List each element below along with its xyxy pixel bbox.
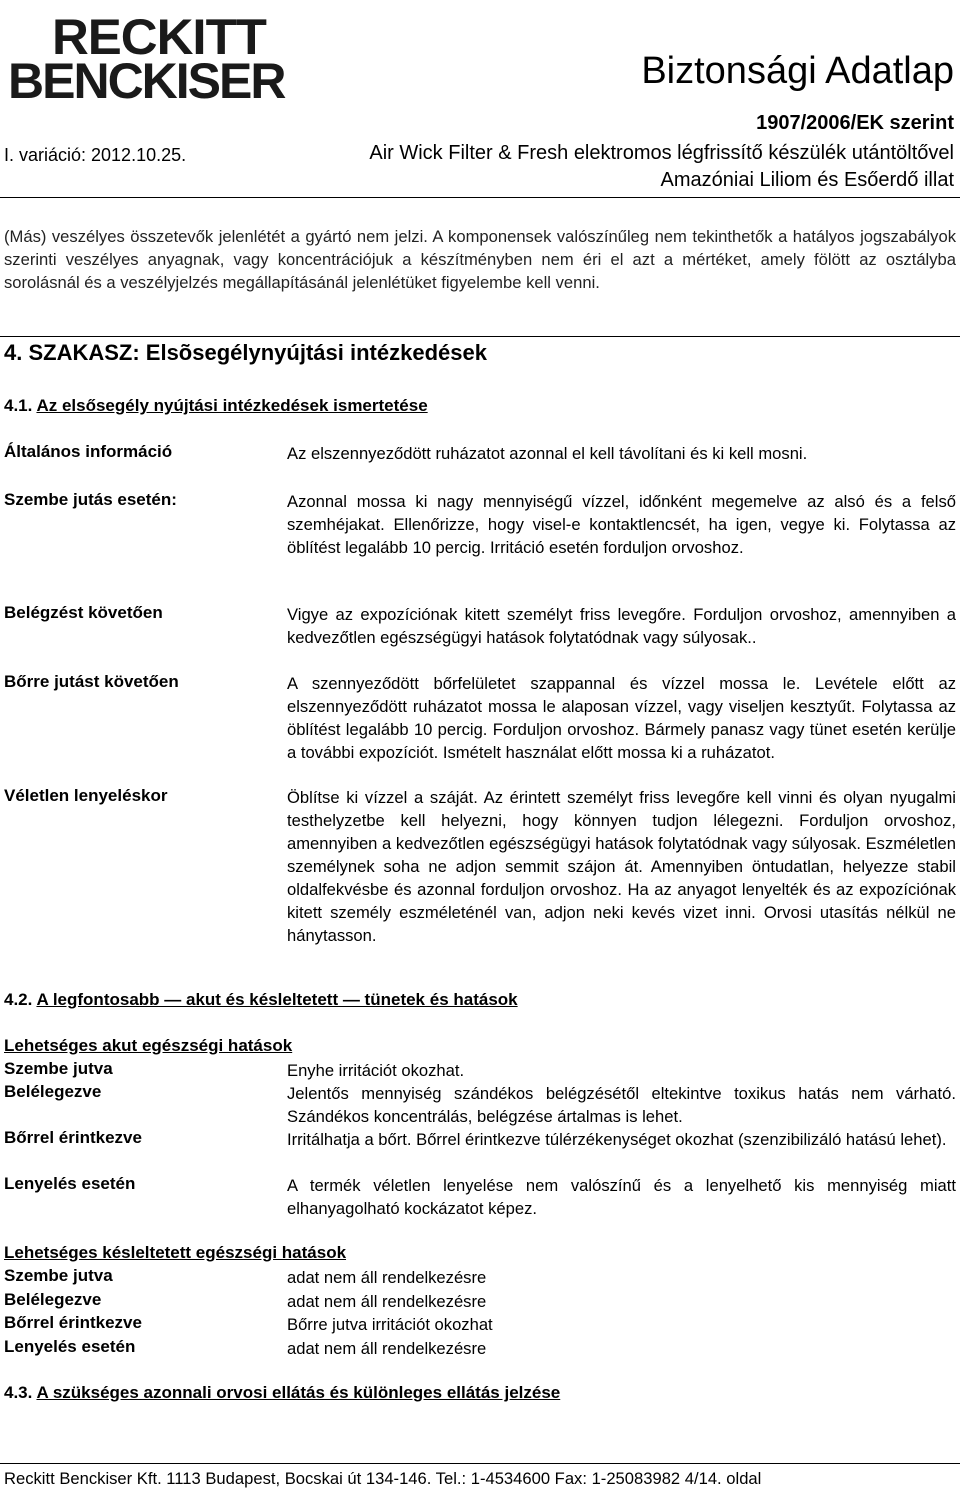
row-text: Öblítse ki vízzel a száját. Az érintett személyt friss levegőre kell vinni és olyan nyugalmi testhelyzetbe kell helyezni, hogy könnyen tudjon lélegezni. Forduljon orvoshoz, amennyiben a kedvezőtlen egészségügyi hatások folytatódnak vagy súlyosak. Eszméletlen személynek soha ne adjon semmit szájon át. Amennyiben öntudatlan, helyezze stabil oldalfekvésbe és azonnal forduljon orvoshoz. Ha az anyagot lenyelték és az expozíciónak kitett személy eszméleténél van, adjon neki kevés vizet inni. Orvosi utasítás nélkül ne hánytasson.	[287, 788, 956, 945]
section-divider	[0, 336, 960, 337]
row-text: adat nem áll rendelkezésre	[287, 1339, 487, 1358]
row-label: Bőrrel érintkezve	[4, 1128, 142, 1147]
row-text: Vigye az expozíciónak kitett személyt friss levegőre. Forduljon orvoshoz, amennyiben a kedvezőtlen egészségügyi hatások folytatódnak vagy súlyosak..	[287, 605, 956, 647]
footer-divider	[0, 1463, 960, 1464]
subsection-number: 4.3.	[4, 1383, 33, 1402]
document-title: Biztonsági Adatlap	[641, 50, 954, 92]
row-label: Szembe jutva	[4, 1059, 113, 1078]
row-text: Enyhe irritációt okozhat.	[287, 1061, 465, 1080]
row-text: A szennyeződött bőrfelületet szappannal és vízzel mossa le. Levétele előtt az elszennyeződött ruházatot mossa le alaposan vízzel, vagy viseljen kesztyűt. Folytassa az öblítést legalább 10 percig. Forduljon orvoshoz. Bármely panasz vagy tünet esetén kerülje a további expozíciót. Ismételt használat előtt mossa ki a ruházatot.	[287, 674, 956, 762]
section-4-title: 4. SZAKASZ: Elsõsegélynyújtási intézkedések	[4, 340, 487, 365]
row-text: Azonnal mossa ki nagy mennyiségű vízzel, időnként megemelve az alsó és a felső szemhéjakat. Ellenőrizze, hogy visel-e kontaktlencsét, ha igen, vegye ki. Folytassa az öblítést legalább 10 percig. Irritáció esetén forduljon orvoshoz.	[287, 492, 956, 557]
row-label: Belélegezve	[4, 1082, 102, 1101]
company-logo	[8, 8, 298, 108]
row-label: Bőrre jutást követően	[4, 672, 179, 691]
row-text: adat nem áll rendelkezésre	[287, 1292, 487, 1311]
row-text: Az elszennyeződött ruházatot azonnal el kell távolítani és ki kell mosni.	[287, 444, 808, 463]
subsection-4-1-heading	[4, 396, 428, 416]
logo-line-1: RECKITT	[52, 9, 266, 65]
delayed-effects-heading: Lehetséges késleltetett egészségi hatások	[4, 1243, 347, 1262]
subsection-title: A szükséges azonnali orvosi ellátás és különleges ellátás jelzése	[36, 1383, 561, 1402]
product-name: Air Wick Filter & Fresh elektromos légfrissítő készülék utántöltővel	[369, 142, 954, 164]
subsection-4-2-heading	[4, 990, 518, 1010]
intro-paragraph: (Más) veszélyes összetevők jelenlétét a gyártó nem jelzi. A komponensek valószínűleg nem tekinthetők a hatályos jogszabályok szerinti veszélyes anyagnak, vagy koncentrációjuk a készítményben nem éri el azt a mértéket, amely fölött az osztályba sorolásnál és a veszélyjelzés megállapításánál jelenlétüket figyelembe kell venni.	[4, 227, 956, 292]
regulation-reference: 1907/2006/EK szerint	[756, 112, 954, 134]
row-text: A termék véletlen lenyelése nem valószínű és a lenyelhető kis mennyiség miatt elhanyagolható kockázatot képez.	[287, 1176, 956, 1218]
row-label: Szembe jutás esetén:	[4, 490, 177, 509]
row-label: Lenyelés esetén	[4, 1337, 136, 1356]
subsection-4-3-heading	[4, 1383, 560, 1403]
row-text: Jelentős mennyiség szándékos belégzésétől eltekintve toxikus hatás nem várható. Szándékos koncentrálás, belégzése ártalmas is lehet.	[287, 1084, 956, 1126]
row-label: Szembe jutva	[4, 1266, 113, 1285]
row-text: Bőrre jutva irritációt okozhat	[287, 1315, 493, 1334]
subsection-title: Az elsősegély nyújtási intézkedések ismertetése	[36, 396, 428, 415]
row-label: Véletlen lenyeléskor	[4, 786, 168, 805]
version-date: I. variáció: 2012.10.25.	[4, 145, 187, 165]
header-divider	[0, 197, 960, 198]
subsection-title: A legfontosabb — akut és késleltetett — tünetek és hatások	[36, 990, 518, 1009]
page-footer: Reckitt Benckiser Kft. 1113 Budapest, Bocskai út 134-146. Tel.: 1-4534600 Fax: 1-25083982 4/14. oldal	[4, 1469, 762, 1488]
row-label: Bőrrel érintkezve	[4, 1313, 142, 1332]
row-label: Belélegezve	[4, 1290, 102, 1309]
row-label: Lenyelés esetén	[4, 1174, 136, 1193]
row-text: adat nem áll rendelkezésre	[287, 1268, 487, 1287]
acute-effects-heading: Lehetséges akut egészségi hatások	[4, 1036, 293, 1055]
row-text: Irritálhatja a bőrt. Bőrrel érintkezve túlérzékenységet okozhat (szenzibilizáló hatású lehet).	[287, 1130, 947, 1149]
row-label: Belégzést követően	[4, 603, 163, 622]
logo-line-2: BENCKISER	[8, 53, 285, 109]
subsection-number: 4.1.	[4, 396, 33, 415]
product-variant: Amazóniai Liliom és Esőerdő illat	[660, 169, 954, 191]
subsection-number: 4.2.	[4, 990, 33, 1009]
row-label: Általános információ	[4, 442, 173, 461]
